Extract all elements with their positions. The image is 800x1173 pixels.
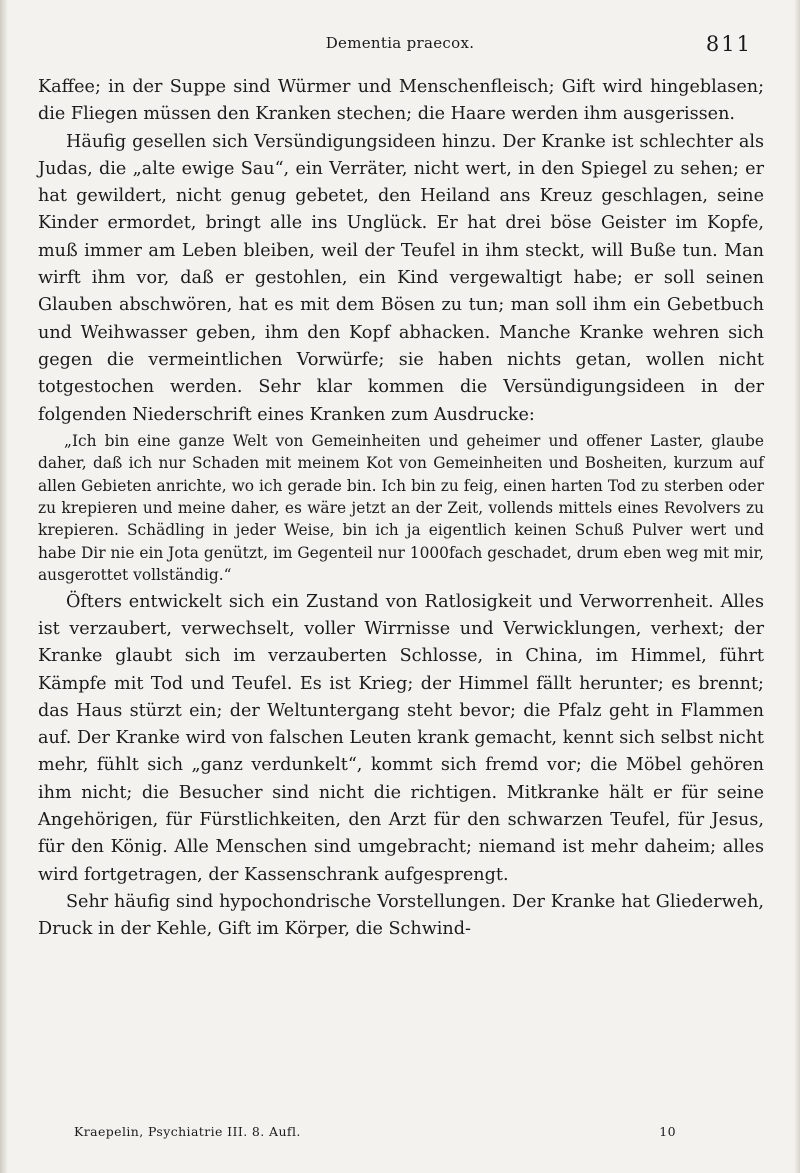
paragraph-ratlosigkeit: Öfters entwickelt sich ein Zustand von Ratlosigkeit und Verworrenheit. Alles ist verzaubert, verwechselt, voller Wirrnisse und Verwicklungen, verhext; der Kranke glaubt sich im verzauberten Schlosse, in China, im Himmel, führt Kämpfe mit Tod und Teufel. Es ist Krieg; der Himmel fällt herunter; es brennt; das Haus stürzt ein; der Weltuntergang steht bevor; die Pfalz geht in Flammen auf. Der Kranke wird von falschen Leuten krank gemacht, kennt sich selbst nicht mehr, fühlt sich „ganz verdunkelt“, kommt sich fremd vor; die Möbel gehören ihm nicht; die Besucher sind nicht die richtigen. Mitkranke hält er für seine Angehörigen, für Fürstlichkeiten, den Arzt für den schwarzen Teufel, für Jesus, für den König. Alle Menschen sind umgebracht; niemand ist mehr daheim; alles wird fortgetragen, der Kassenschrank aufgesprengt. <box>38 591 764 885</box>
signature-mark: 10 <box>659 1124 676 1139</box>
running-title: Dementia praecox. <box>325 34 475 52</box>
paragraph-hypochondrisch: Sehr häufig sind hypochondrische Vorstellungen. Der Kranke hat Gliederweh, Druck in der Kehle, Gift im Körper, die Schwind- <box>38 891 764 940</box>
block-quote-patient-writing: „Ich bin eine ganze Welt von Gemeinheiten und geheimer und offener Laster, glaube daher, daß ich nur Schaden mit meinem Kot von Gemeinheiten und Bosheiten, kurzum auf allen Gebieten anrichte, wo ich gerade bin. Ich bin zu feig, einen harten Tod zu sterben oder zu krepieren und meine daher, es wäre jetzt an der Zeit, vollends mittels eines Revolvers zu krepieren. Schädling in jeder Weise, bin ich ja eigentlich keinen Schuß Pulver wert und habe Dir nie ein Jota genützt, im Gegenteil nur 1000fach geschadet, drum eben weg mit mir, ausgerottet vollständig.“ <box>38 431 764 585</box>
paragraph-versuendigungsideen: Häufig gesellen sich Versündigungsideen hinzu. Der Kranke ist schlechter als Judas, die „alte ewige Sau“, ein Verräter, nicht wert, in den Spiegel zu sehen; er hat gewildert, nicht genug gebetet, den Heiland ans Kreuz geschlagen, seine Kinder ermordet, bringt alle ins Unglück. Er hat drei böse Geister im Kopfe, muß immer am Leben bleiben, weil der Teufel in ihm steckt, will Buße tun. Man wirft ihm vor, daß er gestohlen, ein Kind vergewaltigt habe; er soll seinen Glauben abschwören, hat es mit dem Bösen zu tun; man soll ihm ein Gebetbuch und Weihwasser geben, ihm den Kopf abhacken. Manche Kranke wehren sich gegen die vermeintlichen Vorwürfe; sie haben nichts getan, wollen nicht totgestochen werden. Sehr klar kommen die Versündigungsideen in der folgenden Niederschrift eines Kranken zum Ausdrucke: <box>38 131 764 425</box>
running-head <box>0 32 800 56</box>
page-footer <box>74 1124 700 1139</box>
paragraph-continuation: Kaffee; in der Suppe sind Würmer und Menschenfleisch; Gift wird hingeblasen; die Fliegen müssen den Kranken stechen; die Haare werden ihm ausgerissen. <box>38 77 764 125</box>
footer-citation: Kraepelin, Psychiatrie III. 8. Aufl. <box>74 1124 301 1139</box>
page-number: 811 <box>705 32 752 56</box>
body-text <box>38 74 764 944</box>
